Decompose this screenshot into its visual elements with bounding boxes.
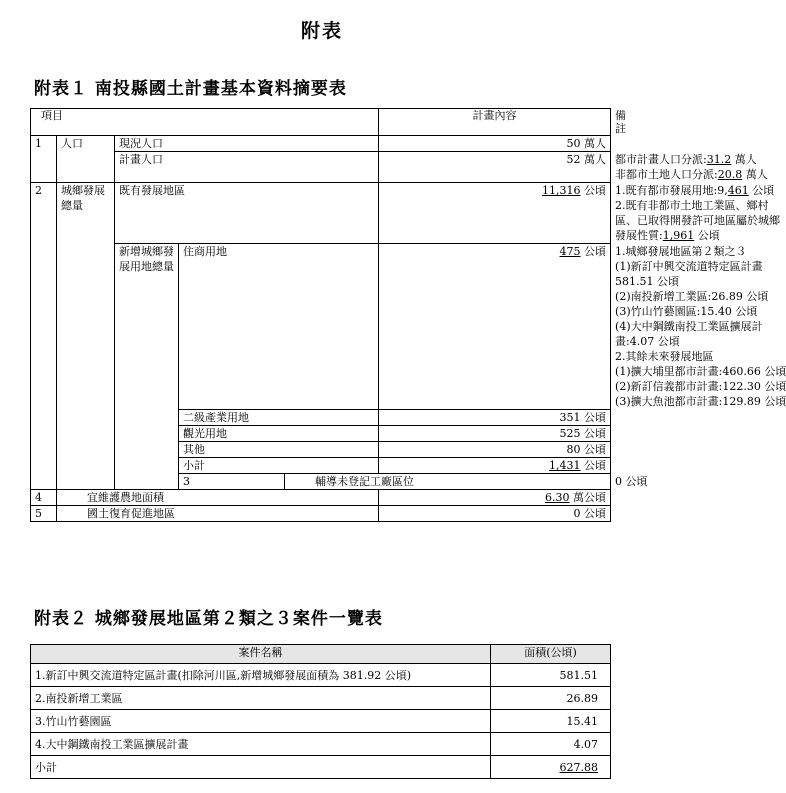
item-value: 6.30 萬公頃 xyxy=(379,490,611,506)
item-label: 國土復育促進地區 xyxy=(57,506,379,522)
item-value: 52 萬人 xyxy=(379,152,611,183)
item-label: 計畫人口 xyxy=(115,152,379,183)
item-value: 0 公頃 xyxy=(379,506,611,522)
page-title: 附表 xyxy=(300,20,343,42)
case-name: 1.新訂中興交流道特定區計畫(扣除河川區,新增城鄉發展面積為 381.92 公頃) xyxy=(31,664,491,687)
table-header-row: 項目 計畫內容 備註 xyxy=(31,109,611,136)
table-row: 計畫人口 52 萬人 都市計畫人口分派:31.2 萬人 非都市土地人口分派:20.8 萬人 xyxy=(31,152,611,183)
table-row xyxy=(31,506,611,522)
table-row: 3 輔導未登記工廠區位 0 公頃 xyxy=(31,474,611,490)
case-list-table xyxy=(30,644,611,779)
item-label: 二級產業用地 xyxy=(179,410,379,426)
item-label: 住商用地 xyxy=(179,244,379,410)
table-row: 2 城鄉發展總量 既有發展地區 11,316 公頃 1.既有都市發展用地:9,461 公頃 2.既有非都市土地工業區、鄉村 區、已取得開發許可地區屬於城鄉 發展性質:1,961 公頃 xyxy=(31,183,611,244)
category-label: 人口 xyxy=(57,136,115,183)
table-row xyxy=(31,664,611,687)
item-label: 既有發展地區 xyxy=(115,183,379,244)
subtotal-label: 小計 xyxy=(31,756,491,779)
table-row xyxy=(31,733,611,756)
case-area: 581.51 xyxy=(491,664,611,687)
row-number: 2 xyxy=(31,183,57,490)
header-content: 計畫內容 xyxy=(379,109,611,136)
row-number: 3 xyxy=(179,474,285,490)
item-value: 351 公頃 xyxy=(379,410,611,426)
item-label: 宜維護農地面積 xyxy=(57,490,379,506)
item-value: 1,431 公頃 xyxy=(379,458,611,474)
sub-category-label: 新增城鄉發展用地總量 xyxy=(115,244,179,490)
table-row: 新增城鄉發展用地總量 住商用地 475 公頃 1.城鄉發展地區第２類之３ (1)新訂中興交流道特定區計畫 581.51 公頃 (2)南投新增工業區:26.89 公頃 (3)竹山竹藝園區:15.40 公頃 (4)大中鋼鐵南投工業區擴展計 畫:4.07 公頃 2.其餘未來發展地區 (1)擴大埔里都市計畫:460.66 公頃 (2)新訂信義都市計畫:122.30 公頃 (3)擴大魚池都市計畫:129.89 公頃 xyxy=(31,244,611,410)
case-name: 4.大中鋼鐵南投工業區擴展計畫 xyxy=(31,733,491,756)
table-row xyxy=(31,136,611,152)
subtotal-area: 627.88 xyxy=(491,756,611,779)
table-row xyxy=(31,490,611,506)
item-value: 475 公頃 xyxy=(379,244,611,410)
item-label: 其他 xyxy=(179,442,379,458)
case-name: 2.南投新增工業區 xyxy=(31,687,491,710)
category-label: 城鄉發展總量 xyxy=(57,183,115,490)
header-item: 項目 xyxy=(31,109,379,136)
case-area: 26.89 xyxy=(491,687,611,710)
item-label: 現況人口 xyxy=(115,136,379,152)
header-name: 案件名稱 xyxy=(31,645,491,664)
item-label: 輔導未登記工廠區位 xyxy=(285,474,611,490)
item-value: 525 公頃 xyxy=(379,426,611,442)
summary-table xyxy=(30,108,786,522)
row-number: 5 xyxy=(31,506,57,522)
item-label: 觀光用地 xyxy=(179,426,379,442)
case-area: 4.07 xyxy=(491,733,611,756)
table-header-row xyxy=(31,645,611,664)
item-label: 小計 xyxy=(179,458,379,474)
subtotal-row xyxy=(31,756,611,779)
table1-title: 附表１ 南投縣國土計畫基本資料摘要表 xyxy=(34,79,347,99)
case-area: 15.41 xyxy=(491,710,611,733)
item-value: 50 萬人 xyxy=(379,136,611,152)
header-area: 面積(公頃) xyxy=(491,645,611,664)
case-name: 3.竹山竹藝園區 xyxy=(31,710,491,733)
table-row xyxy=(31,687,611,710)
row-number: 1 xyxy=(31,136,57,183)
table2-title: 附表２ 城鄉發展地區第２類之３案件一覽表 xyxy=(34,609,383,629)
item-value: 80 公頃 xyxy=(379,442,611,458)
item-value: 11,316 公頃 xyxy=(379,183,611,244)
table-row xyxy=(31,710,611,733)
row-number: 4 xyxy=(31,490,57,506)
